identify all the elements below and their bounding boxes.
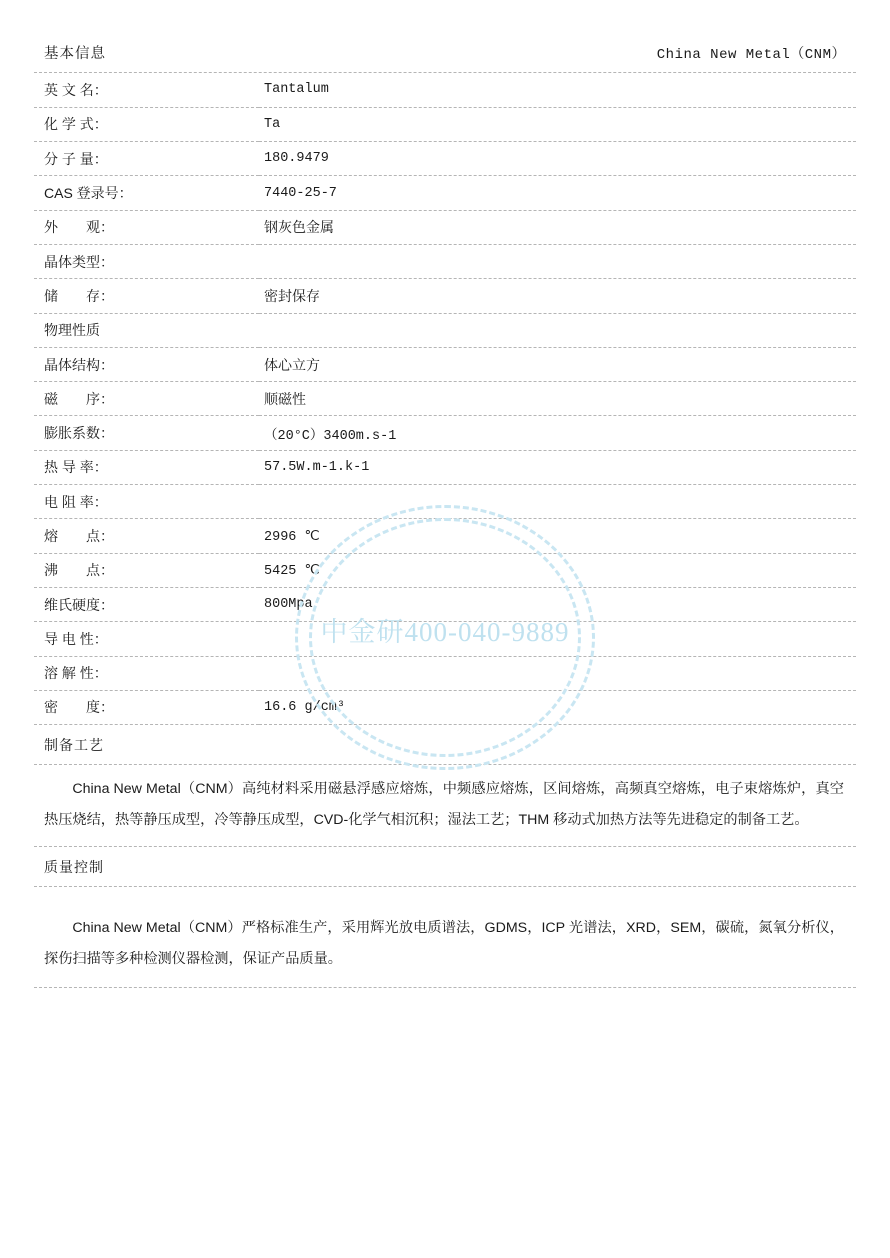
table-row [34, 244, 856, 278]
row-value: 体心立方 [259, 347, 856, 381]
table-row [34, 107, 856, 141]
table-row [34, 690, 856, 724]
row-label: 晶体结构： [34, 347, 259, 381]
row-value [259, 656, 856, 690]
row-label: 电 阻 率： [34, 485, 259, 519]
process-body: China New Metal（CNM）高纯材料采用磁悬浮感应熔炼，中频感应熔炼，区间熔炼，高频真空熔炼，电子束熔炼炉，真空热压烧结，热等静压成型，冷等静压成型，CVD-化学气相沉积；湿法工艺；THM 移动式加热方法等先进稳定的制备工艺。 [34, 765, 856, 847]
table-row [34, 656, 856, 690]
table-row [34, 587, 856, 621]
row-label: 分 子 量： [34, 142, 259, 176]
process-section [34, 725, 856, 847]
row-label: 化 学 式： [34, 107, 259, 141]
section-blank [259, 313, 856, 347]
page-title: 基本信息 [44, 46, 106, 62]
table-row [34, 176, 856, 210]
row-value: 顺磁性 [259, 382, 856, 416]
table-row [34, 210, 856, 244]
row-value [259, 622, 856, 656]
brand-name: China New Metal（CNM） [656, 47, 846, 63]
table-row [34, 142, 856, 176]
section-label: 物理性质 [34, 313, 259, 347]
table-row [34, 450, 856, 484]
row-label: 沸 点： [34, 553, 259, 587]
row-label: 熔 点： [34, 519, 259, 553]
row-label: 热 导 率： [34, 450, 259, 484]
row-label: 磁 序： [34, 382, 259, 416]
quality-heading: 质量控制 [34, 847, 856, 887]
properties-table [34, 73, 856, 725]
quality-body: China New Metal（CNM）严格标准生产，采用辉光放电质谱法，GDMS，ICP 光谱法，XRD，SEM，碳硫，氮氧分析仪，探伤扫描等多种检测仪器检测，保证产品质量。 [34, 887, 856, 988]
table-row [34, 485, 856, 519]
row-value: 57.5W.m-1.k-1 [259, 450, 856, 484]
quality-section [34, 847, 856, 988]
section-row-physical [34, 313, 856, 347]
row-value [259, 244, 856, 278]
row-value: Tantalum [259, 73, 856, 107]
table-row [34, 347, 856, 381]
row-label: 密 度： [34, 690, 259, 724]
row-label: 导 电 性： [34, 622, 259, 656]
row-label: 晶体类型： [34, 244, 259, 278]
row-value: 180.9479 [259, 142, 856, 176]
table-row [34, 73, 856, 107]
table-row [34, 519, 856, 553]
row-label: 外 观： [34, 210, 259, 244]
row-label: CAS 登录号： [34, 176, 259, 210]
row-value: （20°C）3400m.s-1 [259, 416, 856, 450]
table-row [34, 622, 856, 656]
row-value: 密封保存 [259, 279, 856, 313]
row-value [259, 485, 856, 519]
row-value: 16.6 g/cm³ [259, 690, 856, 724]
process-heading: 制备工艺 [34, 725, 856, 765]
row-label: 维氏硬度： [34, 587, 259, 621]
row-value: 钢灰色金属 [259, 210, 856, 244]
row-label: 溶 解 性： [34, 656, 259, 690]
row-value: 7440-25-7 [259, 176, 856, 210]
row-label: 储 存： [34, 279, 259, 313]
watermark-text: 中金研400-040-9889 [320, 617, 570, 647]
table-row [34, 416, 856, 450]
row-label: 膨胀系数： [34, 416, 259, 450]
row-value: 5425 ℃ [259, 553, 856, 587]
table-row [34, 382, 856, 416]
table-row [34, 553, 856, 587]
row-label: 英 文 名： [34, 73, 259, 107]
row-value: 800Mpa [259, 587, 856, 621]
row-value: Ta [259, 107, 856, 141]
row-value: 2996 ℃ [259, 519, 856, 553]
table-row [34, 279, 856, 313]
document-header [34, 42, 856, 73]
